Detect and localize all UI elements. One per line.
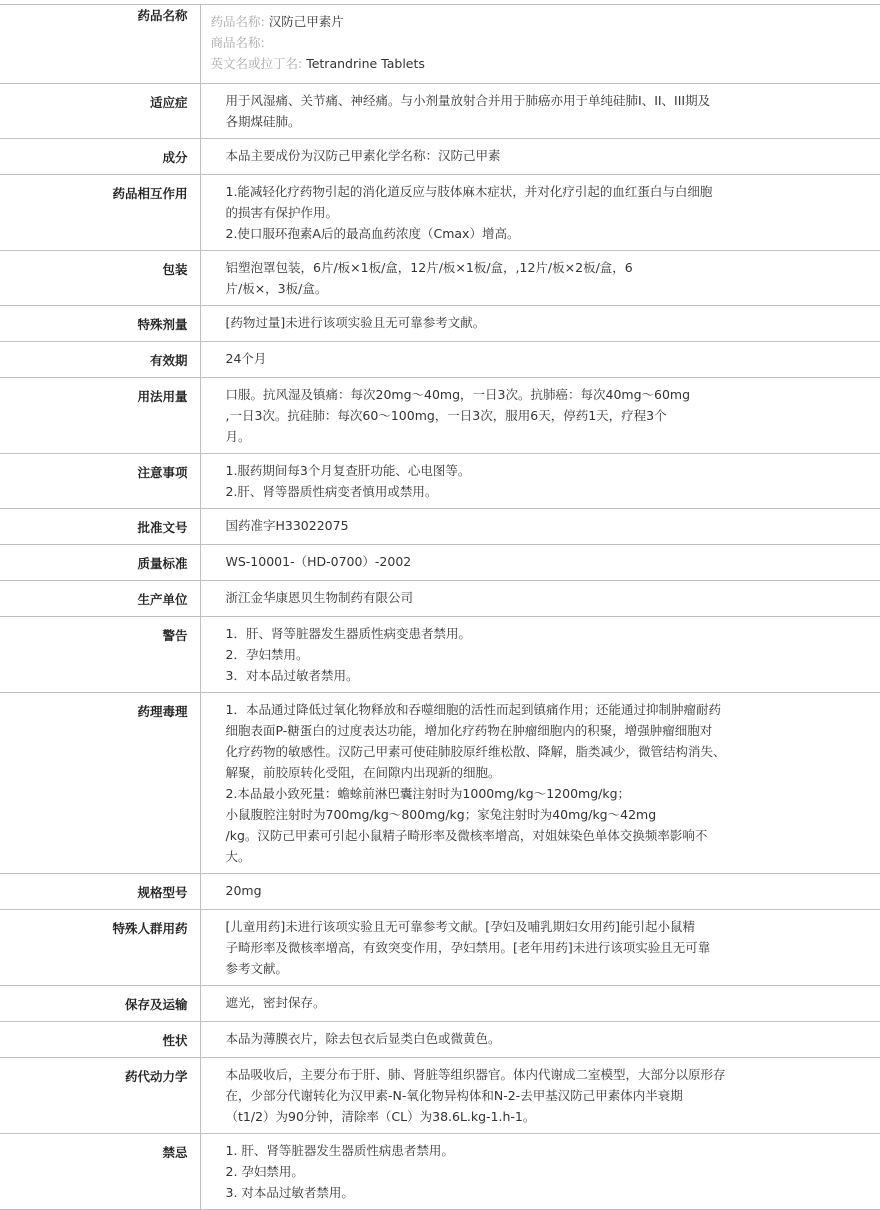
table-row [0, 342, 880, 378]
row-value-line: 1.服药期间每3个月复查肝功能、心电图等。 [225, 463, 471, 478]
row-label: 警告 [0, 617, 200, 693]
table-row [0, 454, 880, 509]
row-value-line: 小鼠腹腔注射时为700mg/kg～800mg/kg；家兔注射时为40mg/kg～42mg [225, 807, 657, 822]
row-value-line: 1.能减轻化疗药物引起的消化道反应与肢体麻木症状，并对化疗引起的血红蛋白与白细胞 [225, 184, 713, 199]
trade-name-line [211, 32, 791, 53]
row-value [200, 1058, 880, 1134]
row-value-line: [儿童用药]未进行该项实验且无可靠参考文献。[孕妇及哺乳期妇女用药]能引起小鼠精 [225, 919, 696, 934]
table-row [0, 139, 880, 175]
row-label: 包装 [0, 251, 200, 306]
row-label: 药品名称 [0, 5, 200, 84]
row-value [200, 509, 880, 545]
row-label: 药理毒理 [0, 693, 200, 874]
english-name-value: Tetrandrine Tablets [306, 56, 425, 71]
row-value [200, 693, 880, 874]
row-label: 质量标准 [0, 545, 200, 581]
row-value-line: 大。 [225, 849, 251, 864]
row-label: 适应症 [0, 84, 200, 139]
row-value-line: 2．孕妇禁用。 [225, 647, 309, 662]
table-row [0, 509, 880, 545]
common-name-value: 汉防己甲素片 [268, 14, 344, 29]
table-row [0, 1134, 880, 1210]
row-value [200, 986, 880, 1022]
row-value-line: 参考文献。 [225, 961, 289, 976]
row-value-line: 2.肝、肾等器质性病变者慎用或禁用。 [225, 484, 438, 499]
english-name-line [211, 53, 791, 74]
row-value [200, 306, 880, 342]
row-value [200, 545, 880, 581]
row-value-line: 国药准字H33022075 [225, 518, 349, 533]
row-value-line: 3. 对本品过敏者禁用。 [225, 1185, 354, 1200]
row-value-line: 1．本品通过降低过氧化物释放和吞噬细胞的活性而起到镇痛作用；还能通过抑制肿瘤耐药 [225, 702, 721, 717]
row-value-line: 解聚，前胶原转化受阻，在间隙内出现新的细胞。 [225, 765, 501, 780]
row-value [200, 1134, 880, 1210]
table-row [0, 986, 880, 1022]
row-value-line: 各期煤硅肺。 [225, 114, 301, 129]
row-value [200, 251, 880, 306]
table-row [0, 84, 880, 139]
row-value-line: 月。 [225, 429, 251, 444]
row-label: 成分 [0, 139, 200, 175]
row-value [200, 1022, 880, 1058]
row-label: 有效期 [0, 342, 200, 378]
row-value-line: 2. 孕妇禁用。 [225, 1164, 304, 1179]
table-row [0, 545, 880, 581]
row-value-line: 遮光，密封保存。 [225, 995, 326, 1010]
row-label: 注意事项 [0, 454, 200, 509]
row-label: 药代动力学 [0, 1058, 200, 1134]
row-value-line: （t1/2）为90分钟，清除率（CL）为38.6L.kg-1.h-1。 [225, 1109, 536, 1124]
row-label: 特殊剂量 [0, 306, 200, 342]
row-value [200, 910, 880, 986]
row-value-line: 1. 肝、肾等脏器发生器质性病患者禁用。 [225, 1143, 454, 1158]
drug-info-table [0, 4, 880, 1210]
row-label: 保存及运输 [0, 986, 200, 1022]
row-value-line: ,一日3次。抗硅肺：每次60～100mg，一日3次，服用6天，停药1天，疗程3个 [225, 408, 667, 423]
row-value [200, 874, 880, 910]
row-value-line: 的损害有保护作用。 [225, 205, 339, 220]
row-value-line: 2.使口服环孢素A后的最高血药浓度（Cmax）增高。 [225, 226, 520, 241]
drug-name-row [0, 5, 880, 84]
row-label: 特殊人群用药 [0, 910, 200, 986]
row-value-line: 铝塑泡罩包装，6片/板×1板/盒，12片/板×1板/盒，,12片/板×2板/盒，6 [225, 260, 633, 275]
table-row [0, 693, 880, 874]
common-name-line [211, 11, 791, 32]
row-label: 生产单位 [0, 581, 200, 617]
table-row [0, 617, 880, 693]
table-row [0, 306, 880, 342]
row-value-line: /kg。汉防己甲素可引起小鼠精子畸形率及微核率增高，对姐妹染色单体交换频率影响不 [225, 828, 708, 843]
row-value-line: 本品为薄膜衣片，除去包衣后显类白色或微黄色。 [225, 1031, 501, 1046]
table-row [0, 1058, 880, 1134]
row-value [200, 342, 880, 378]
row-value [200, 454, 880, 509]
row-value-line: 子畸形率及微核率增高，有致突变作用，孕妇禁用。[老年用药]未进行该项实验且无可靠 [225, 940, 711, 955]
row-value-line: 3．对本品过敏者禁用。 [225, 668, 359, 683]
row-value-line: 在，少部分代谢转化为汉甲素-N-氧化物异构体和N-2-去甲基汉防己甲素体内半衰期 [225, 1088, 683, 1103]
table-row [0, 1022, 880, 1058]
table-row [0, 378, 880, 454]
row-value-line: 本品主要成份为汉防己甲素化学名称：汉防己甲素 [225, 148, 501, 163]
row-value-line: 细胞表面P-糖蛋白的过度表达功能，增加化疗药物在肿瘤细胞内的积聚，增强肿瘤细胞对 [225, 723, 713, 738]
row-value [200, 378, 880, 454]
row-value [200, 84, 880, 139]
table-row [0, 874, 880, 910]
row-value-line: 本品吸收后，主要分布于肝、肺、肾脏等组织器官。体内代谢成二室模型，大部分以原形存 [225, 1067, 726, 1082]
common-name-label: 药品名称: [210, 14, 265, 29]
row-value-line: 2.本品最小致死量：蟾蜍前淋巴囊注射时为1000mg/kg～1200mg/kg； [225, 786, 631, 801]
row-value [200, 139, 880, 175]
table-row [0, 175, 880, 251]
row-label: 规格型号 [0, 874, 200, 910]
row-value [200, 617, 880, 693]
row-value-line: 24个月 [225, 351, 267, 366]
row-value-line: WS-10001-（HD-0700）-2002 [225, 554, 412, 569]
row-value-line: [药物过量]未进行该项实验且无可靠参考文献。 [225, 315, 486, 330]
trade-name-label: 商品名称: [210, 35, 265, 50]
row-value-line: 20mg [225, 883, 262, 898]
row-label: 用法用量 [0, 378, 200, 454]
row-value-line: 用于风湿痛、关节痛、神经痛。与小剂量放射合并用于肺癌亦用于单纯硅肺I、II、III期及 [225, 93, 711, 108]
row-value [200, 175, 880, 251]
row-value-line: 化疗药物的敏感性。汉防己甲素可使硅肺胶原纤维松散、降解，脂类减少，微管结构消失、 [225, 744, 726, 759]
english-name-label: 英文名或拉丁名: [210, 56, 303, 71]
table-row [0, 910, 880, 986]
table-row [0, 251, 880, 306]
row-label: 批准文号 [0, 509, 200, 545]
table-row [0, 581, 880, 617]
row-label: 性状 [0, 1022, 200, 1058]
row-value-line: 浙江金华康恩贝生物制药有限公司 [225, 590, 414, 605]
row-value-line: 1．肝、肾等脏器发生器质性病变患者禁用。 [225, 626, 471, 641]
row-label: 禁忌 [0, 1134, 200, 1210]
row-value-line: 片/板×，3板/盒。 [225, 281, 328, 296]
row-value [200, 581, 880, 617]
row-value-line: 口服。抗风湿及镇痛：每次20mg～40mg，一日3次。抗肺癌：每次40mg～60mg [225, 387, 691, 402]
row-label: 药品相互作用 [0, 175, 200, 251]
drug-name-values [200, 5, 880, 84]
